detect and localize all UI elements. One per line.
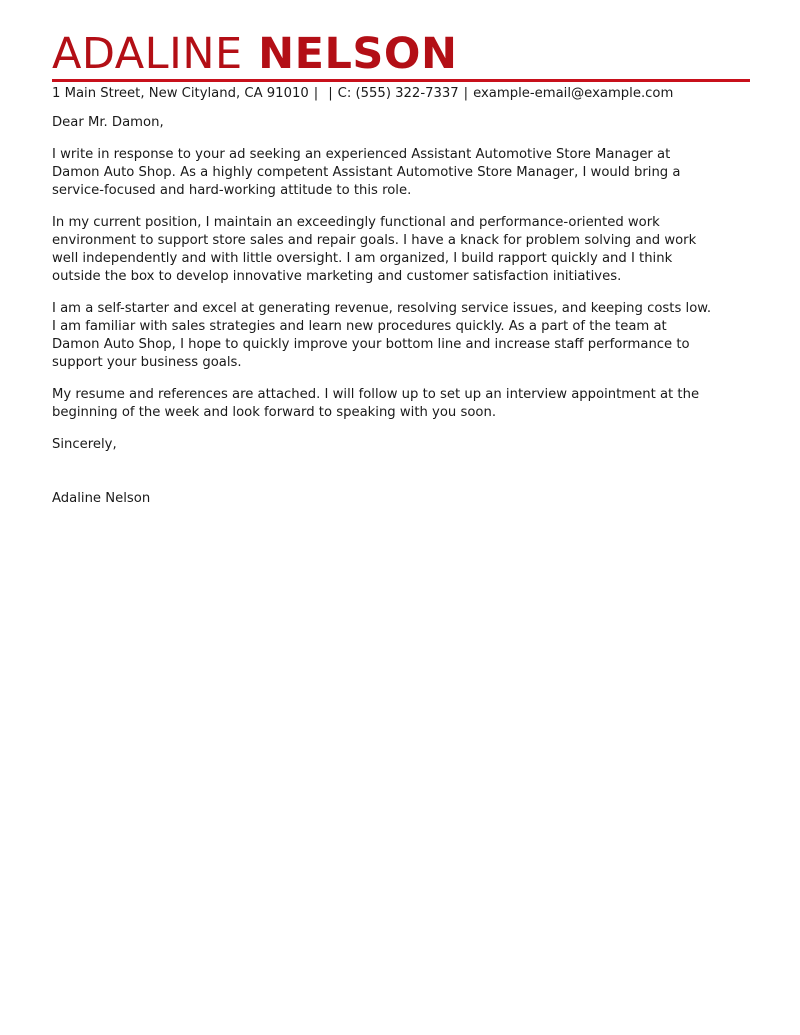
paragraph-line: Damon Auto Shop, I hope to quickly improve your bottom line and increase staff performance to: [52, 337, 690, 352]
header-divider: [52, 79, 750, 82]
signature: Adaline Nelson: [52, 491, 151, 506]
address: 1 Main Street, New Cityland, CA 91010: [52, 86, 309, 101]
applicant-name: [52, 28, 752, 80]
paragraph: [52, 386, 752, 422]
paragraph-line: environment to support store sales and repair goals. I have a knack for problem solving and work: [52, 233, 697, 248]
last-name: NELSON: [258, 29, 458, 79]
paragraph-line: I am familiar with sales strategies and learn new procedures quickly. As a part of the team at: [52, 319, 667, 334]
paragraph-line: My resume and references are attached. I will follow up to set up an interview appointment at the: [52, 387, 700, 402]
letter-page: [52, 28, 752, 506]
letter-body: [52, 114, 752, 522]
separator: |: [313, 86, 319, 101]
paragraph-line: support your business goals.: [52, 355, 242, 370]
paragraph: [52, 300, 752, 372]
paragraph-line: In my current position, I maintain an exceedingly functional and performance-oriented work: [52, 215, 660, 230]
paragraph-line: Damon Auto Shop. As a highly competent Assistant Automotive Store Manager, I would bring a: [52, 165, 681, 180]
contact-line: [52, 85, 673, 103]
paragraph: [52, 146, 752, 200]
paragraph-line: well independently and with little oversight. I am organized, I build rapport quickly and I think: [52, 251, 673, 266]
paragraph: [52, 214, 752, 286]
paragraph-line: I am a self-starter and excel at generating revenue, resolving service issues, and keeping costs low.: [52, 301, 712, 316]
first-name: ADALINE: [52, 29, 243, 79]
phone: C: (555) 322-7337: [337, 86, 459, 101]
paragraph-line: I write in response to your ad seeking an experienced Assistant Automotive Store Manager at: [52, 147, 671, 162]
email: example-email@example.com: [473, 86, 674, 101]
paragraph-line: service-focused and hard-working attitude to this role.: [52, 183, 412, 198]
paragraph-line: outside the box to develop innovative marketing and customer satisfaction initiatives.: [52, 269, 622, 284]
separator: |: [328, 86, 333, 101]
closing: Sincerely,: [52, 437, 117, 452]
salutation: Dear Mr. Damon,: [52, 115, 164, 130]
separator: |: [463, 86, 469, 101]
paragraph-line: beginning of the week and look forward to speaking with you soon.: [52, 405, 497, 420]
